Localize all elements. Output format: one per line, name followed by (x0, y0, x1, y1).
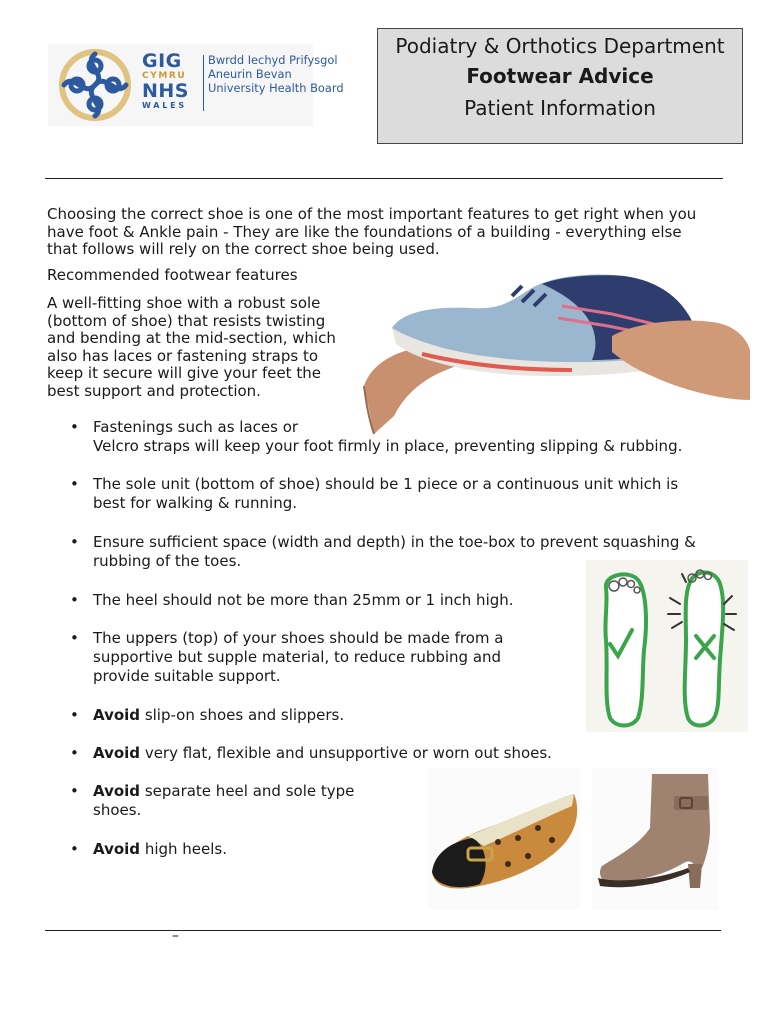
shoe-line-6: best support and protection. (47, 381, 261, 400)
list-item-line: The sole unit (bottom of shoe) should be 1 piece or a continuous unit which is (93, 475, 679, 493)
bullet-marker: • (70, 840, 79, 858)
bullet-marker: • (70, 418, 79, 436)
title-box (377, 28, 743, 144)
bullet-marker: • (70, 629, 79, 647)
nhs-wales-logo-icon (48, 44, 136, 126)
list-item-line: The heel should not be more than 25mm or 1 inch high. (93, 591, 514, 609)
logo-wales: WALES (142, 101, 187, 110)
department-name: Podiatry & Orthotics Department (395, 34, 725, 58)
list-item-line: supportive but supple material, to reduce rubbing and (93, 648, 502, 667)
bullet-marker: • (70, 706, 79, 724)
list-item-line: The uppers (top) of your shoes should be made from a (93, 629, 504, 647)
nhs-wales-logo (48, 44, 344, 126)
list-item-line: Fastenings such as laces or (93, 418, 299, 436)
health-board-name (208, 53, 344, 96)
list-item-line: slip-on shoes and slippers. (140, 706, 345, 724)
list-item-line: rubbing of the toes. (93, 552, 242, 571)
list-item-line: high heels. (140, 840, 227, 858)
board-line-2: Aneurin Bevan (208, 67, 292, 82)
shoe-line-3: and bending at the mid-section, which (47, 329, 336, 348)
bullet-marker: • (70, 591, 79, 609)
logo-nhs: NHS (142, 80, 189, 102)
bullet-marker: • (70, 782, 79, 800)
intro-paragraph (47, 206, 696, 259)
list-item-line: provide suitable support. (93, 667, 281, 686)
avoid-label: Avoid (93, 840, 141, 858)
footer-mark: – (172, 928, 179, 944)
ankle-boot-photo (592, 768, 718, 910)
intro-line-2: have foot & Ankle pain - They are like the foundations of a building - everything else (47, 222, 682, 241)
intro-line-3: that follows will rely on the correct shoe being used. (47, 240, 440, 259)
bullet-marker: • (70, 533, 79, 551)
board-line-3: University Health Board (208, 81, 344, 96)
intro-line-1: Choosing the correct shoe is one of the most important features to get right when you (47, 205, 697, 223)
shoe-line-5: keep it secure will give your feet the (47, 364, 321, 383)
avoid-label: Avoid (93, 782, 141, 800)
board-line-1: Bwrdd Iechyd Prifysgol (208, 53, 338, 67)
bullet-marker: • (70, 475, 79, 493)
page-subtitle: Patient Information (464, 96, 656, 120)
list-item-line: best for walking & running. (93, 494, 298, 513)
section-heading: Recommended footwear features (47, 266, 298, 284)
avoid-label: Avoid (93, 706, 141, 724)
list-item-line: Ensure sufficient space (width and depth) in the toe-box to prevent squashing & (93, 533, 696, 551)
shoe-line-1: A well-fitting shoe with a robust sole (47, 294, 321, 312)
list-item-line: Velcro straps will keep your foot firmly in place, preventing slipping & rubbing. (93, 437, 683, 456)
list-item-line: separate heel and sole type (140, 782, 355, 800)
shoe-line-4: also has laces or fastening straps to (47, 346, 319, 365)
list-item-line: very flat, flexible and unsupportive or worn out shoes. (140, 744, 552, 762)
running-shoe-photo (362, 266, 750, 438)
page-title: Footwear Advice (466, 64, 654, 88)
footprint-correct-icon (605, 574, 646, 725)
shoe-paragraph (47, 295, 336, 401)
bullet-marker: • (70, 744, 79, 762)
avoid-label: Avoid (93, 744, 141, 762)
logo-gig: GIG (142, 50, 182, 72)
list-item-line: shoes. (93, 801, 142, 820)
logo-cymru: CYMRU (142, 71, 187, 81)
shoe-line-2: (bottom of shoe) that resists twisting (47, 311, 326, 330)
ballet-flat-photo (428, 768, 580, 910)
footprint-illustration (586, 560, 748, 732)
footer-divider (45, 930, 721, 931)
logo-divider (203, 55, 204, 111)
gig-nhs-wordmark (142, 52, 189, 110)
header-divider (45, 178, 723, 179)
